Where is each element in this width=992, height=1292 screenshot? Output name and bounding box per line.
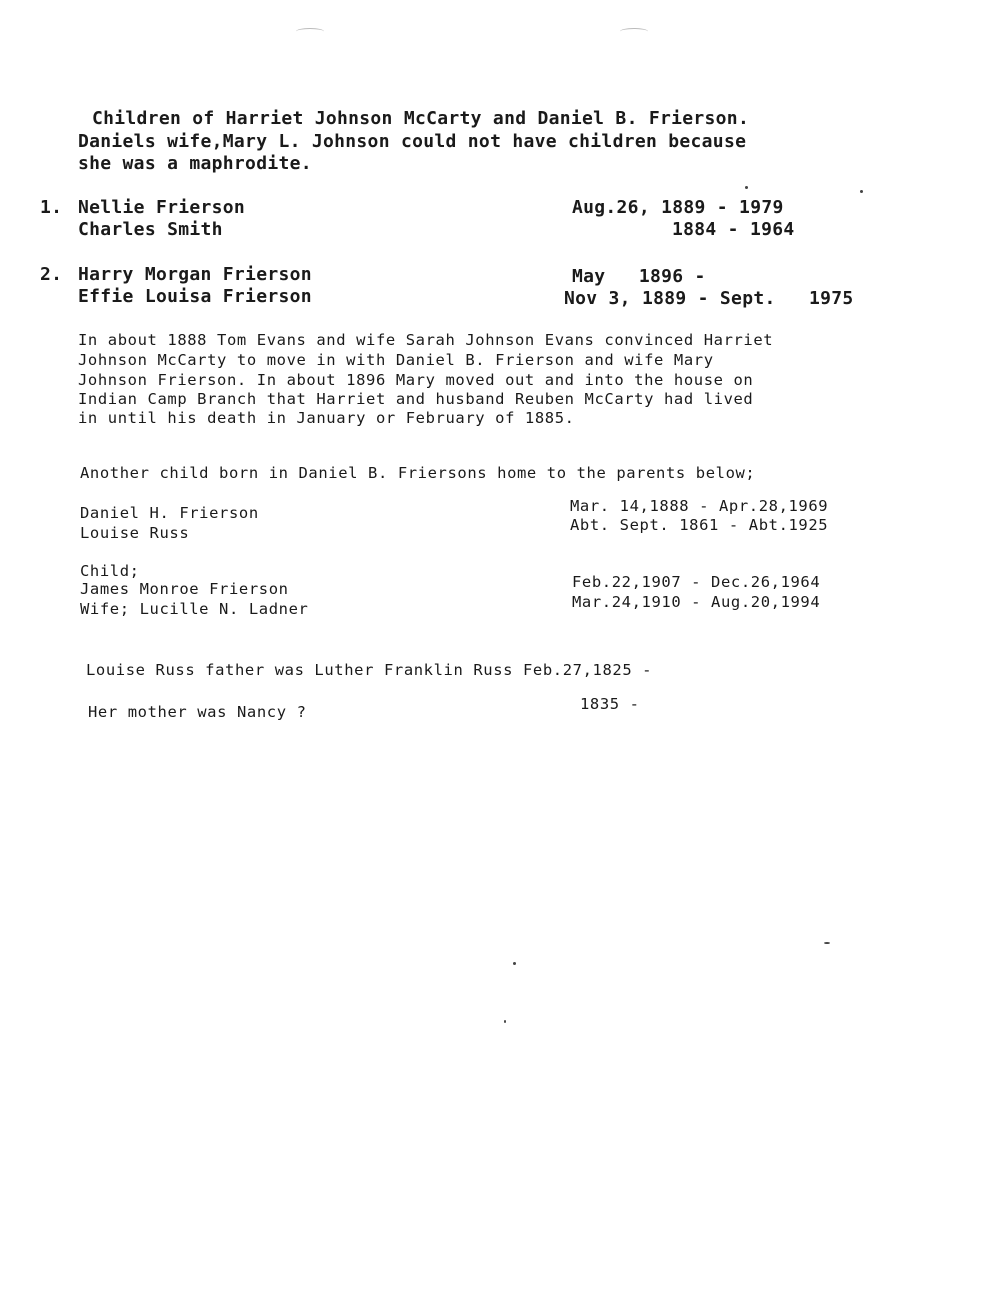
child-name: James Monroe Frierson — [80, 580, 289, 598]
entry-2-name-1: Harry Morgan Frierson — [78, 264, 312, 285]
note-mother-line: Her mother was Nancy ? — [88, 703, 307, 721]
father-name: Daniel H. Frierson — [80, 504, 259, 522]
heading-line-2: Daniels wife,Mary L. Johnson could not have children because — [78, 131, 747, 152]
entry-1-name-1: Nellie Frierson — [78, 197, 246, 218]
entry-1-dates-2: 1884 - 1964 — [672, 219, 795, 240]
mother-name: Louise Russ — [80, 524, 190, 542]
father-dates: Mar. 14,1888 - Apr.28,1969 — [570, 497, 829, 515]
paragraph-line-4: Indian Camp Branch that Harriet and husband Reuben McCarty had lived — [78, 390, 754, 408]
paragraph-line-2: Johnson McCarty to move in with Daniel B. Frierson and wife Mary — [78, 351, 714, 369]
scan-mark — [296, 28, 324, 35]
scan-speck — [513, 962, 516, 965]
child-label: Child; — [80, 562, 140, 580]
entry-1-name-2: Charles Smith — [78, 219, 223, 240]
entry-1-number: 1. — [40, 197, 63, 218]
paragraph-line-1: In about 1888 Tom Evans and wife Sarah Johnson Evans convinced Harriet — [78, 331, 774, 349]
another-child-intro: Another child born in Daniel B. Friersons home to the parents below; — [80, 464, 756, 482]
wife-dates: Mar.24,1910 - Aug.20,1994 — [572, 593, 821, 611]
scan-speck — [745, 186, 748, 189]
scan-speck — [504, 1020, 506, 1023]
mother-dates: Abt. Sept. 1861 - Abt.1925 — [570, 516, 829, 534]
heading-line-1: Children of Harriet Johnson McCarty and Daniel B. Frierson. — [92, 108, 750, 129]
entry-2-dates-1: May 1896 - — [572, 266, 706, 287]
entry-1-dates-1: Aug.26, 1889 - 1979 — [572, 197, 784, 218]
entry-2-name-2: Effie Louisa Frierson — [78, 286, 312, 307]
scan-speck — [860, 190, 863, 193]
paragraph-line-5: in until his death in January or February of 1885. — [78, 409, 575, 427]
paragraph-line-3: Johnson Frierson. In about 1896 Mary moved out and into the house on — [78, 371, 754, 389]
entry-2-dates-2: Nov 3, 1889 - Sept. 1975 — [564, 288, 854, 309]
heading-line-3: she was a maphrodite. — [78, 153, 312, 174]
entry-2-number: 2. — [40, 264, 63, 285]
scan-mark — [620, 28, 648, 35]
note-mother-date: 1835 - — [580, 695, 640, 713]
child-dates: Feb.22,1907 - Dec.26,1964 — [572, 573, 821, 591]
scan-speck — [824, 942, 830, 944]
note-father-line: Louise Russ father was Luther Franklin Russ Feb.27,1825 - — [86, 661, 653, 679]
wife-name: Wife; Lucille N. Ladner — [80, 600, 309, 618]
